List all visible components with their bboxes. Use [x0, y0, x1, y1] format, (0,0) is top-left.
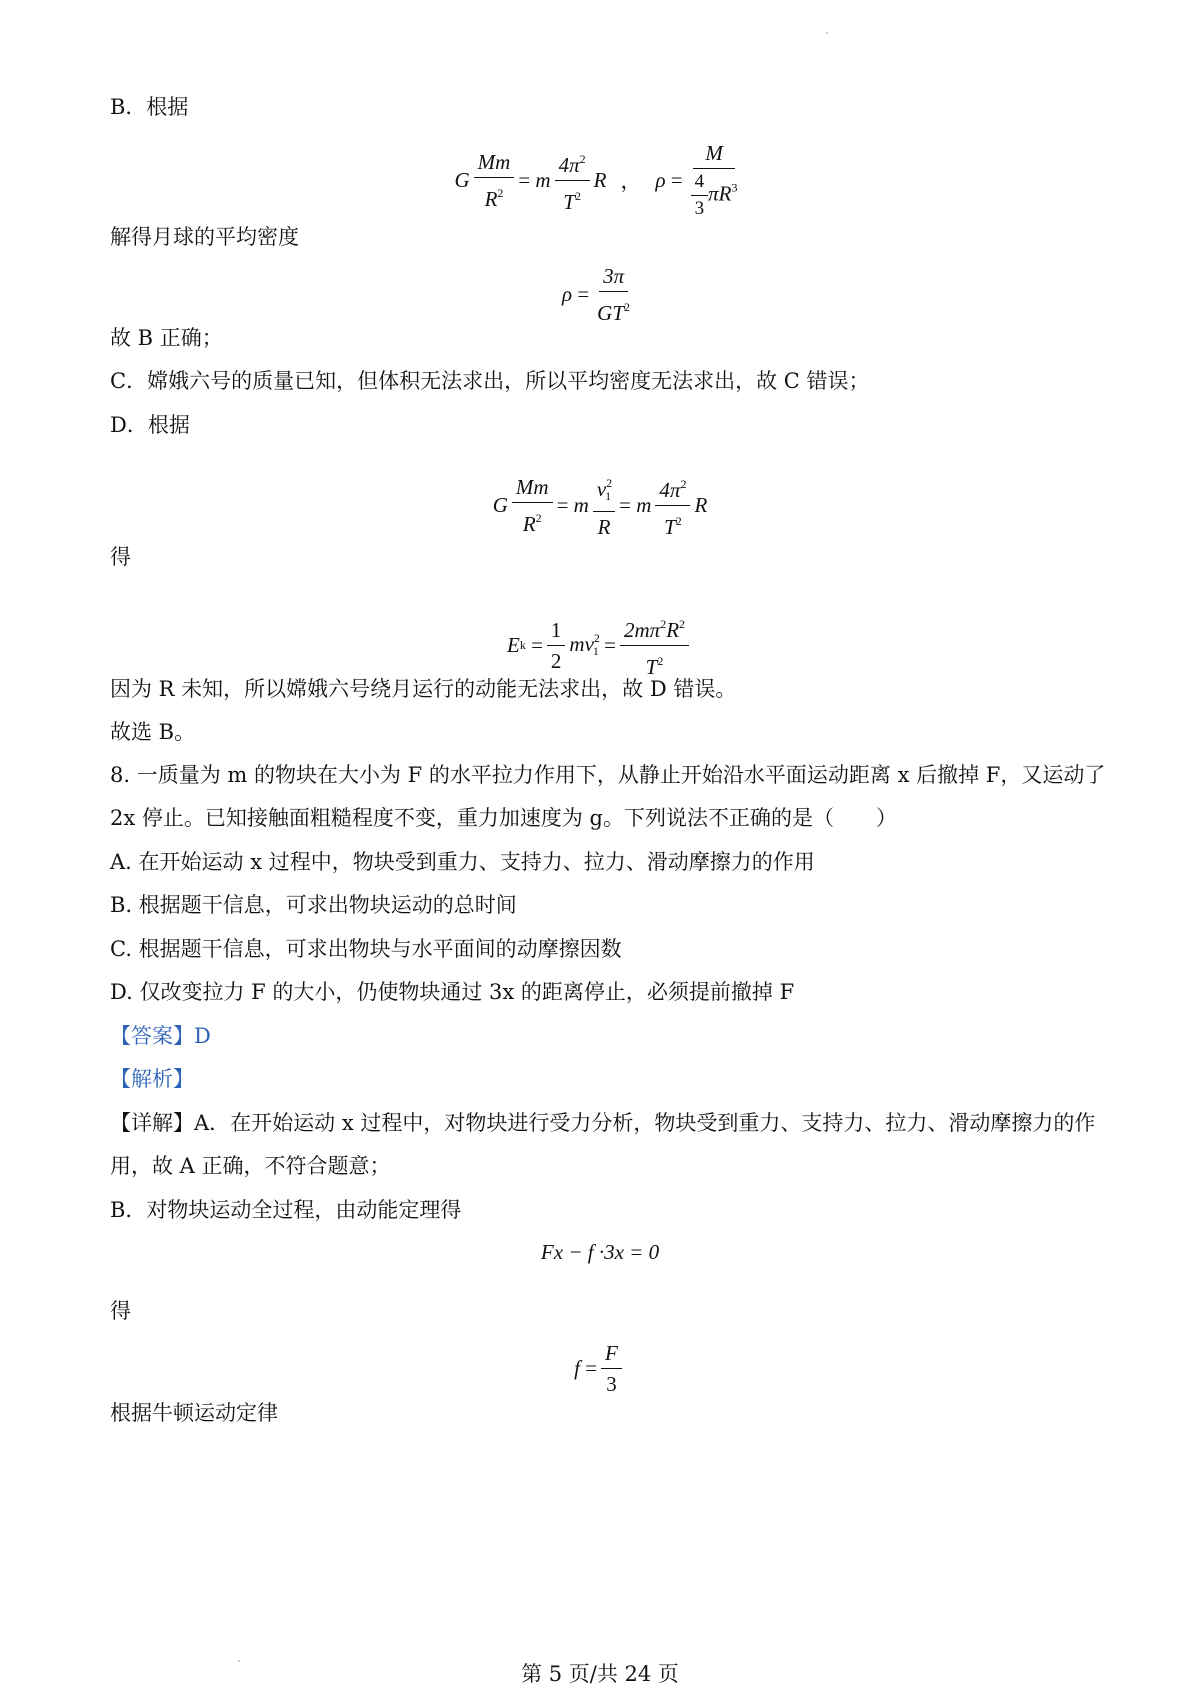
fraction-numerator: Mm	[512, 474, 553, 503]
detail-b-intro: B．对物块运动全过程，由动能定理得	[110, 1198, 462, 1222]
eq-equals: =	[604, 632, 616, 657]
eq-equals: =	[531, 632, 543, 657]
eq-symbol: m	[535, 167, 551, 192]
option-d: D. 仅改变拉力 F 的大小，仍使物块通过 3x 的距离停止，必须提前撤掉 F	[110, 980, 795, 1004]
paragraph-d-intro: D．根据	[110, 413, 190, 437]
fraction	[593, 263, 634, 326]
eq-symbol: G	[454, 167, 470, 192]
fraction-denominator: $T^2$	[563, 188, 581, 214]
fraction	[555, 146, 590, 215]
paragraph-de: 得	[110, 545, 131, 569]
fraction-denominator: $T^2$	[645, 653, 664, 679]
fraction-numerator: Mm	[474, 149, 515, 178]
eq-equals: =	[577, 281, 590, 306]
eq-symbol: f	[574, 1355, 580, 1380]
fraction-denominator: $T^2$	[664, 513, 682, 539]
answer-label: 【答案】D	[110, 1024, 211, 1048]
fraction-denominator: $\frac{4}{3}$ $\pi R^3$	[687, 169, 742, 220]
paragraph-newton: 根据牛顿运动定律	[110, 1401, 278, 1425]
eq-equals: =	[556, 492, 569, 517]
fraction-numerator: $4\pi^2$	[555, 146, 590, 181]
scan-speck	[826, 32, 828, 34]
fraction	[620, 611, 689, 680]
eq-text: Fx − f ·3x = 0	[540, 1239, 660, 1264]
fraction-denominator: 2	[550, 648, 562, 673]
fraction-denominator: R	[597, 515, 611, 539]
fraction-numerator: $2m\pi^2R^2$	[620, 611, 689, 646]
detail-line-1: 【详解】A．在开始运动 x 过程中，对物块进行受力分析，物块受到重力、支持力、拉力、滑动摩擦力的作	[110, 1111, 1096, 1135]
option-a: A. 在开始运动 x 过程中，物块受到重力、支持力、拉力、滑动摩擦力的作用	[110, 850, 815, 874]
detail-line-2: 用，故 A 正确，不符合题意；	[110, 1154, 391, 1178]
eq-symbol: m	[573, 492, 589, 517]
eq-symbol: ρ	[561, 281, 573, 306]
question-8-line-2: 2x 停止。已知接触面粗糙程度不变，重力加速度为 g。下列说法不正确的是（ ）	[110, 806, 897, 830]
eq-symbol: R	[593, 167, 607, 192]
eq-separator: ，	[620, 169, 642, 193]
fraction-denominator: 3	[606, 1371, 617, 1396]
fraction	[687, 140, 742, 220]
equation-kinetic-energy: E k = $\frac{1}{2}$ $mv^2_1$ = $\frac{2m\pi^2R^2}{T^2}$	[0, 610, 1200, 680]
paragraph-d-wrong: 因为 R 未知，所以嫦娥六号绕月运行的动能无法求出，故 D 错误。	[110, 677, 737, 701]
option-c: C. 根据题干信息，可求出物块与水平面间的动摩擦因数	[110, 937, 622, 961]
eq-symbol: ρ	[655, 167, 666, 192]
fraction	[474, 149, 515, 212]
eq-equals: =	[670, 167, 683, 192]
eq-term: $mv^2_1$	[569, 631, 600, 658]
fraction	[593, 470, 615, 540]
fraction-numerator: F	[601, 1340, 622, 1369]
eq-equals: =	[585, 1355, 598, 1380]
paragraph-answer-choice: 故选 B。	[110, 720, 196, 744]
fraction-numerator: M	[693, 140, 735, 169]
fraction-denominator: $GT^2$	[597, 299, 631, 325]
fraction-numerator: $4\pi^2$	[655, 471, 690, 506]
equation-work-energy	[0, 1232, 1200, 1272]
eq-equals: =	[619, 492, 631, 517]
equation-density-result	[0, 262, 1200, 326]
question-8-line-1: 8. 一质量为 m 的物块在大小为 F 的水平拉力作用下，从静止开始沿水平面运动距离 x 后撤掉 F，又运动了	[110, 763, 1106, 787]
fraction	[655, 471, 690, 540]
paragraph-b-intro: B．根据	[110, 95, 189, 119]
eq-equals: =	[518, 167, 531, 192]
fraction-numerator: 3π	[599, 263, 628, 292]
paragraph-c: C．嫦娥六号的质量已知，但体积无法求出，所以平均密度无法求出，故 C 错误；	[110, 369, 870, 393]
paragraph-b-correct: 故 B 正确；	[110, 326, 223, 350]
equation-friction	[0, 1336, 1200, 1400]
fraction-denominator: $R^2$	[484, 185, 504, 211]
page-footer: 第 5 页/共 24 页	[521, 1662, 679, 1686]
equation-kinetic-relation	[0, 470, 1200, 540]
analysis-label: 【解析】	[110, 1067, 194, 1091]
eq-symbol: E	[506, 632, 520, 657]
fraction-denominator: $R^2$	[522, 510, 542, 536]
equation-gravity-density	[0, 140, 1200, 220]
eq-symbol: m	[636, 492, 652, 517]
fraction-numerator: $v^2_1$	[593, 470, 615, 512]
paragraph-de-2: 得	[110, 1299, 131, 1323]
fraction: $\frac{4}{3}$	[691, 171, 709, 220]
eq-symbol: R	[694, 492, 708, 517]
fraction	[601, 1340, 622, 1397]
fraction-numerator: 1	[547, 617, 566, 646]
option-b: B. 根据题干信息，可求出物块运动的总时间	[110, 893, 517, 917]
paragraph-density-intro: 解得月球的平均密度	[110, 225, 299, 249]
fraction	[512, 474, 553, 537]
eq-symbol: G	[492, 492, 508, 517]
fraction	[547, 617, 566, 674]
